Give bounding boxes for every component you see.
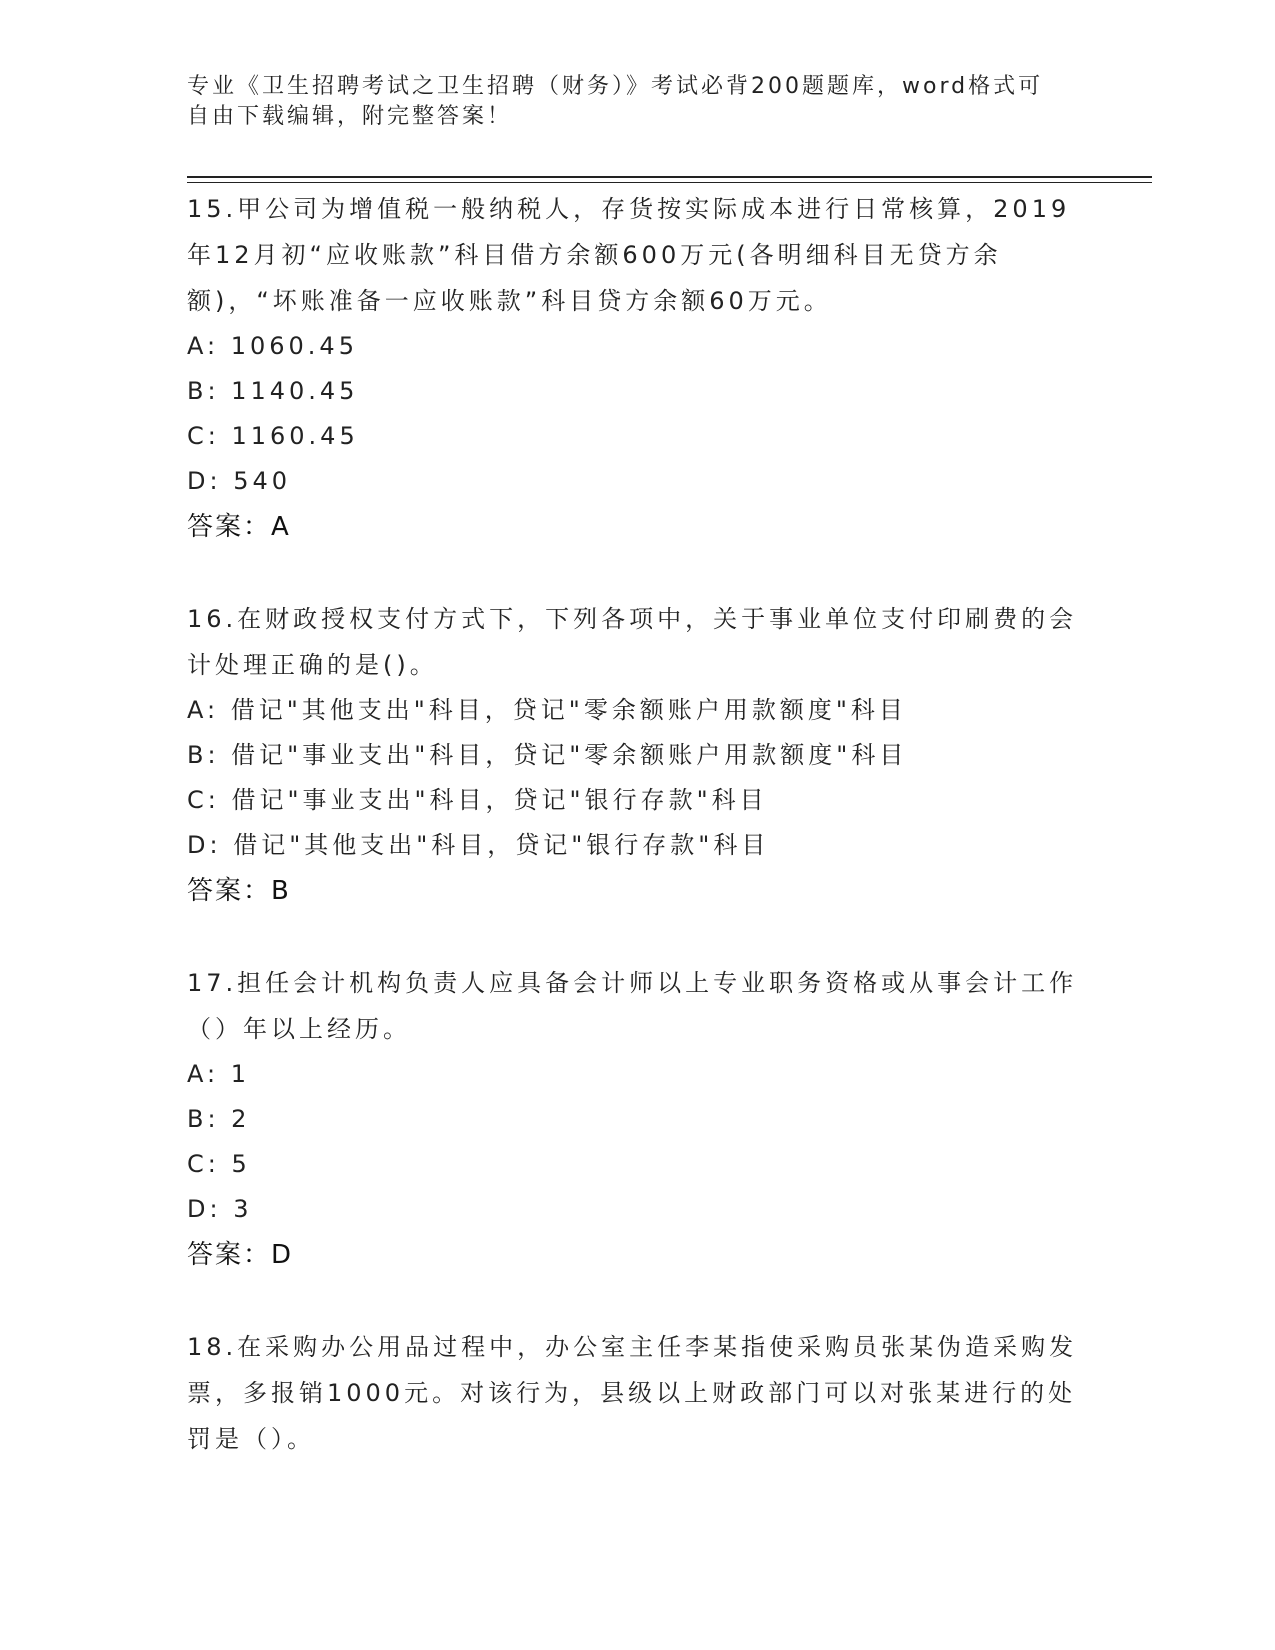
header-divider-thick bbox=[187, 176, 1152, 178]
question-text: 16.在财政授权支付方式下，下列各项中，关于事业单位支付印刷费的会计处理正确的是()。 bbox=[187, 605, 1078, 679]
answer: 答案：D bbox=[187, 1240, 294, 1270]
option-a: A: 1060.45 bbox=[187, 332, 358, 360]
option-b: B: 借记"事业支出"科目，贷记"零余额账户用款额度"科目 bbox=[187, 741, 908, 769]
spacer bbox=[187, 914, 1087, 960]
question-list bbox=[187, 186, 1087, 1462]
answer: 答案：B bbox=[187, 876, 291, 906]
option-b: B: 1140.45 bbox=[187, 377, 359, 405]
header-divider-thin bbox=[187, 182, 1152, 183]
question-18 bbox=[187, 1324, 1087, 1462]
option-c: C: 1160.45 bbox=[187, 422, 359, 450]
answer: 答案：A bbox=[187, 512, 291, 542]
question-16 bbox=[187, 596, 1087, 914]
question-text: 15.甲公司为增值税一般纳税人，存货按实际成本进行日常核算，2019年12月初“应收账款”科目借方余额600万元(各明细科目无贷方余额)，“坏账准备一应收账款”科目贷方余额60万元。 bbox=[187, 195, 1071, 315]
spacer bbox=[187, 550, 1087, 596]
option-b: B: 2 bbox=[187, 1105, 251, 1133]
option-a: A: 借记"其他支出"科目，贷记"零余额账户用款额度"科目 bbox=[187, 696, 907, 724]
option-c: C: 5 bbox=[187, 1150, 251, 1178]
option-d: D: 3 bbox=[187, 1195, 253, 1223]
spacer bbox=[187, 1278, 1087, 1324]
question-15 bbox=[187, 186, 1087, 550]
option-a: A: 1 bbox=[187, 1060, 250, 1088]
option-d: D: 540 bbox=[187, 467, 292, 495]
question-17 bbox=[187, 960, 1087, 1278]
option-d: D: 借记"其他支出"科目，贷记"银行存款"科目 bbox=[187, 831, 770, 859]
option-c: C: 借记"事业支出"科目，贷记"银行存款"科目 bbox=[187, 786, 768, 814]
document-header: 专业《卫生招聘考试之卫生招聘（财务）》考试必背200题题库，word格式可自由下载编辑，附完整答案！ bbox=[187, 74, 1044, 129]
question-text: 18.在采购办公用品过程中，办公室主任李某指使采购员张某伪造采购发票，多报销1000元。对该行为，县级以上财政部门可以对张某进行的处罚是（）。 bbox=[187, 1333, 1078, 1453]
question-text: 17.担任会计机构负责人应具备会计师以上专业职务资格或从事会计工作（）年以上经历。 bbox=[187, 969, 1078, 1043]
